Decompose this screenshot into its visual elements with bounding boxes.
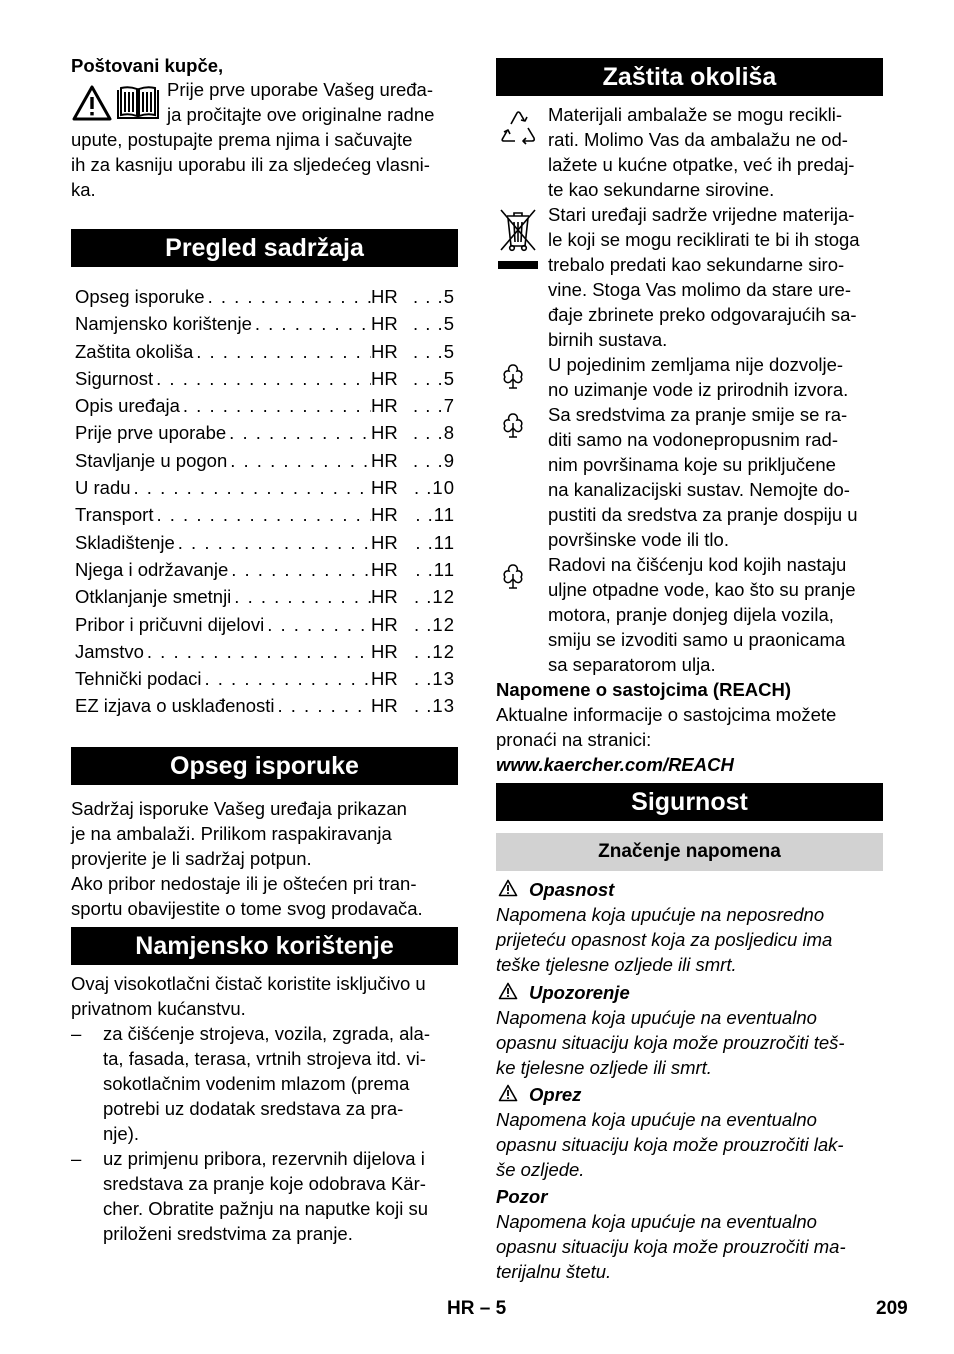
safety-subheading: Značenje napomena	[496, 833, 883, 871]
text-line: birnih sustava.	[548, 329, 668, 350]
note-text-attention	[496, 1209, 883, 1284]
footer-section: HR – 5	[447, 1298, 507, 1319]
text-line: trebalo predati kao sekundarne siro-	[548, 254, 845, 275]
text-line: sportu obavijestite o tome svog prodavača.	[71, 898, 423, 919]
page-number: 209	[876, 1298, 908, 1319]
text-line: sa separatorom ulja.	[548, 654, 716, 675]
toc-row[interactable]	[75, 286, 455, 313]
toc-leader-dots	[226, 422, 371, 444]
text-line: ta, fasada, terasa, vrtnih strojeva itd. vi-	[103, 1048, 426, 1069]
text-line: opasnu situaciju koja može prouzročiti teš-	[496, 1032, 845, 1053]
environment-block-disposal	[548, 202, 884, 352]
text-line: rati. Molimo Vas da ambalažu ne od-	[548, 129, 848, 150]
text-line: provjerite je li sadržaj potpun.	[71, 848, 312, 869]
text-line: opasnu situaciju koja može prouzročiti ma-	[496, 1236, 846, 1257]
text-line: Materijali ambalaže se mogu recikli-	[548, 104, 843, 125]
toc-leader-dots	[202, 668, 372, 690]
toc-row[interactable]	[75, 422, 455, 449]
greeting-line: upute, postupajte prema njima i sačuvajte	[71, 129, 413, 150]
note-text-warning	[496, 1005, 883, 1080]
text-line: privatnom kućanstvu.	[71, 998, 246, 1019]
text-line: Napomena koja upućuje na neposredno	[496, 904, 825, 925]
text-line: Stari uređaji sadrže vrijedne materija-	[548, 204, 855, 225]
toc-entry-title: Namjensko korištenje	[75, 313, 252, 335]
toc-entry-page: . . .5	[413, 340, 455, 362]
dash-bullet: –	[71, 1148, 82, 1169]
text-line: Sadržaj isporuke Vašeg uređaja prikazan	[71, 798, 407, 819]
toc-entry-language: HR	[371, 286, 398, 307]
greeting-line: Prije prve uporabe Vašeg uređa-	[167, 79, 434, 100]
toc-leader-dots	[144, 641, 371, 663]
toc-leader-dots	[227, 450, 371, 472]
toc-entry-page: . . .5	[413, 367, 455, 389]
toc-entry-language: HR	[371, 613, 398, 635]
toc-leader-dots	[131, 477, 371, 499]
toc-row[interactable]	[75, 614, 455, 641]
warning-triangle-icon	[498, 982, 518, 1000]
greeting-line: ja pročitajte ove originalne radne	[167, 104, 435, 125]
toc-row[interactable]	[75, 395, 455, 422]
note-title-danger: Opasnost	[529, 879, 615, 900]
toc-entry-title: Opis uređaja	[75, 395, 180, 417]
intended-use-heading: Namjensko korištenje	[71, 927, 458, 965]
toc-entry-page: . .12	[414, 586, 455, 608]
environment-block-water	[548, 352, 884, 402]
text-line: te kao sekundarne sirovine.	[548, 179, 775, 200]
toc-row[interactable]	[75, 695, 455, 722]
text-line: prijeteću opasnost koja za posljedicu ima	[496, 929, 833, 950]
environment-block-oil	[548, 552, 884, 677]
toc-row[interactable]	[75, 668, 455, 695]
note-title-caution: Oprez	[529, 1084, 582, 1105]
text-line: opasnu situaciju koja može prouzročiti lak-	[496, 1134, 844, 1155]
toc-leader-dots	[275, 695, 372, 717]
text-line: Radovi na čišćenju kod kojih nastaju	[548, 554, 847, 575]
toc-leader-dots	[264, 614, 371, 636]
text-line: za čišćenje strojeva, vozila, zgrada, ala-	[103, 1023, 430, 1044]
text-line: Napomena koja upućuje na eventualno	[496, 1007, 817, 1028]
toc-entry-page: . . .5	[413, 313, 455, 335]
toc-entry-page: . .11	[415, 531, 455, 553]
text-line: uz primjenu pribora, rezervnih dijelova i	[103, 1148, 425, 1169]
text-line: priloženi sredstvima za pranje.	[103, 1223, 353, 1244]
toc-entry-page: . . .7	[413, 395, 455, 417]
toc-entry-page: . .10	[414, 477, 455, 499]
text-line: na kanalizacijski sustav. Nemojte do-	[548, 479, 850, 500]
greeting-line: ih za kasniju uporabu ili za sljedećeg vlasni-	[71, 154, 430, 175]
toc-leader-dots	[153, 504, 371, 526]
text-line: no uzimanje vode iz prirodnih izvora.	[548, 379, 849, 400]
note-text-caution	[496, 1107, 883, 1182]
text-line: še ozljede.	[496, 1159, 585, 1180]
toc-entry-title: EZ izjava o usklađenosti	[75, 695, 275, 717]
text-line: diti samo na vodonepropusnim rad-	[548, 429, 838, 450]
toc-leader-dots	[231, 586, 371, 608]
toc-leader-dots	[175, 532, 371, 554]
dash-bullet: –	[71, 1023, 82, 1044]
text-line: Sa sredstvima za pranje smije se ra-	[548, 404, 848, 425]
text-line: sokotlačnim vodenim mlazom (prema	[103, 1073, 410, 1094]
reach-link[interactable]: www.kaercher.com/REACH	[496, 754, 734, 775]
warning-triangle-icon	[498, 1084, 518, 1102]
text-line: lažete u kućne otpatke, već ih predaj-	[548, 154, 855, 175]
text-line: le koji se mogu reciklirati te bi ih stoga	[548, 229, 860, 250]
toc-entry-title: Prije prve uporabe	[75, 422, 227, 444]
toc-entry-page: . .13	[414, 668, 455, 690]
toc-entry-page: . .11	[415, 504, 455, 526]
environment-tree-icon	[500, 562, 526, 590]
toc-entry-title: Otklanjanje smetnji	[75, 586, 232, 608]
note-text-danger	[496, 902, 883, 977]
delivery-heading: Opseg isporuke	[71, 747, 458, 785]
recycle-icon	[497, 108, 539, 148]
toc-row[interactable]	[75, 504, 455, 531]
safety-heading: Sigurnost	[496, 783, 883, 821]
toc-entry-language: HR	[371, 586, 398, 608]
toc-entry-language: HR	[371, 695, 398, 717]
delivery-text	[71, 796, 458, 921]
toc-entry-title: Sigurnost	[75, 367, 154, 389]
toc-entry-page: . . .8	[413, 422, 455, 444]
text-line: potrebi uz dodatak sredstava za pra-	[103, 1098, 404, 1119]
text-line: teške tjelesne ozljede ili smrt.	[496, 954, 737, 975]
toc-row[interactable]	[75, 641, 455, 668]
text-line: pronaći na stranici:	[496, 729, 652, 750]
text-line: je na ambalaži. Prilikom raspakiravanja	[71, 823, 392, 844]
toc-entry-title: Tehnički podaci	[75, 668, 202, 690]
toc-leader-dots	[228, 559, 371, 581]
toc-entry-title: U radu	[75, 477, 131, 499]
text-line: uljne otpadne vode, kao što su pranje	[548, 579, 856, 600]
toc-entry-language: HR	[371, 668, 398, 690]
list-item-text	[103, 1021, 458, 1146]
toc-entry-language: HR	[371, 449, 398, 471]
text-line: motora, pranje donjeg dijela vozila,	[548, 604, 834, 625]
toc-entry-title: Njega i održavanje	[75, 558, 229, 580]
text-line: sredstava za pranje koje odobrava Kär-	[103, 1173, 426, 1194]
toc-leader-dots	[205, 286, 371, 308]
text-line: cher. Obratite pažnju na naputke koji su	[103, 1198, 428, 1219]
toc-entry-title: Stavljanje u pogon	[75, 449, 228, 471]
toc-entry-language: HR	[371, 558, 398, 580]
text-line: pustiti da sredstva za pranje dospiju u	[548, 504, 858, 525]
text-line: Ako pribor nedostaje ili je oštećen pri tran-	[71, 873, 417, 894]
toc-row[interactable]	[75, 532, 455, 559]
warning-triangle-icon	[498, 879, 518, 897]
toc-entry-title: Pribor i pričuvni dijelovi	[75, 613, 265, 635]
toc-entry-title: Skladištenje	[75, 531, 175, 553]
note-title-warning: Upozorenje	[529, 982, 630, 1003]
toc-row[interactable]	[75, 313, 455, 340]
warning-triangle-icon	[72, 84, 112, 122]
environment-block-recycle	[548, 102, 884, 202]
toc-row[interactable]	[75, 477, 455, 504]
intended-use-intro	[71, 971, 458, 1021]
text-line: Napomena koja upućuje na eventualno	[496, 1109, 817, 1130]
toc-entry-page: . .12	[414, 640, 455, 662]
environment-block-detergent	[548, 402, 884, 552]
toc-row[interactable]	[75, 559, 455, 586]
text-line: smiju se izvoditi samo u praonicama	[548, 629, 846, 650]
greeting-line: ka.	[71, 179, 96, 200]
toc-row[interactable]	[75, 341, 455, 368]
text-line: nim površinama koje su priključene	[548, 454, 836, 475]
toc-entry-language: HR	[371, 367, 398, 389]
toc-entry-page: . .12	[414, 613, 455, 635]
text-line: vine. Stoga Vas molimo da stare ure-	[548, 279, 851, 300]
text-line: Napomena koja upućuje na eventualno	[496, 1211, 817, 1232]
reach-title: Napomene o sastojcima (REACH)	[496, 679, 792, 700]
environment-tree-icon	[500, 411, 526, 439]
environment-tree-icon	[500, 362, 526, 390]
toc-row[interactable]	[75, 450, 455, 477]
text-line: terijalnu štetu.	[496, 1261, 612, 1282]
toc-entry-title: Zaštita okoliša	[75, 340, 194, 362]
manual-book-icon	[115, 84, 161, 122]
toc-entry-language: HR	[371, 477, 398, 499]
toc-entry-language: HR	[371, 340, 398, 362]
toc-entry-language: HR	[371, 422, 398, 444]
text-line: Ovaj visokotlačni čistač koristite isključivo u	[71, 973, 426, 994]
toc-entry-language: HR	[371, 531, 398, 553]
text-line: Aktualne informacije o sastojcima možete	[496, 704, 837, 725]
toc-entry-page: . .11	[415, 558, 455, 580]
toc-entry-page: . . .9	[413, 449, 455, 471]
toc-entry-title: Opseg isporuke	[75, 286, 205, 307]
toc-leader-dots	[252, 313, 371, 335]
note-title-attention: Pozor	[496, 1186, 548, 1207]
toc-row[interactable]	[75, 586, 455, 613]
toc-leader-dots	[153, 368, 371, 390]
toc-entry-language: HR	[371, 504, 398, 526]
toc-leader-dots	[180, 395, 371, 417]
crossed-bin-icon	[497, 206, 539, 272]
text-line: đaje zbrinete preko odgovarajućih sa-	[548, 304, 857, 325]
text-line: U pojedinim zemljama nije dozvolje-	[548, 354, 844, 375]
toc-entry-page: . . .5	[413, 286, 455, 307]
toc-entry-title: Jamstvo	[75, 640, 144, 662]
toc-entry-title: Transport	[75, 504, 154, 526]
toc-entry-language: HR	[371, 395, 398, 417]
toc-heading: Pregled sadržaja	[71, 229, 458, 267]
reach-text	[496, 702, 883, 752]
toc-entry-language: HR	[371, 640, 398, 662]
text-line: površinske vode ili tlo.	[548, 529, 729, 550]
table-of-contents	[75, 286, 455, 723]
environment-heading: Zaštita okoliša	[496, 58, 883, 96]
toc-entry-language: HR	[371, 313, 398, 335]
toc-leader-dots	[193, 341, 371, 363]
toc-entry-page: . .13	[414, 695, 455, 717]
greeting-title: Poštovani kupče,	[71, 55, 224, 76]
toc-row[interactable]	[75, 368, 455, 395]
text-line: nje).	[103, 1123, 139, 1144]
text-line: ke tjelesne ozljede ili smrt.	[496, 1057, 712, 1078]
list-item-text	[103, 1146, 458, 1246]
